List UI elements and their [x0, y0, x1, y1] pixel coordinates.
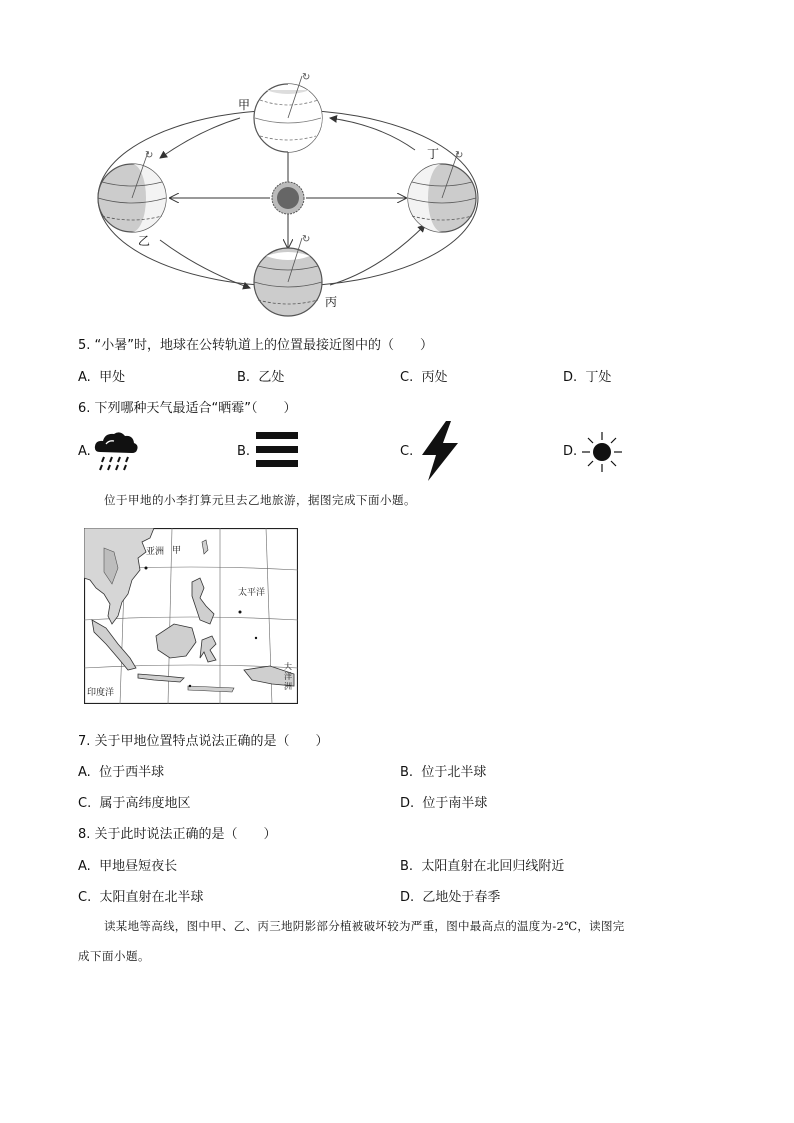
question-6-option-a-letter[interactable]: A.: [78, 444, 91, 459]
question-6-option-d-letter[interactable]: D.: [563, 444, 578, 459]
option-letter: B.: [237, 370, 251, 385]
question-7-stem: 7. 关于甲地位置特点说法正确的是（ ）: [78, 734, 329, 749]
question-5-option-c[interactable]: [400, 366, 448, 385]
option-text: 甲处: [99, 370, 126, 385]
option-text: 位于南半球: [422, 796, 488, 811]
map-label-asia: 亚洲: [146, 547, 165, 557]
option-text: 太阳直射在北半球: [99, 890, 204, 905]
map-label-indian: 印度洋: [87, 688, 115, 698]
map-label-pacific: 太平洋: [238, 588, 266, 598]
option-text: 甲地昼短夜长: [99, 859, 178, 874]
option-letter: C.: [78, 796, 92, 811]
orbit-label-jia: 甲: [238, 98, 251, 112]
question-7-option-b[interactable]: [400, 761, 486, 780]
option-letter: D.: [400, 796, 415, 811]
option-letter: A.: [78, 370, 91, 385]
question-5-option-a[interactable]: [78, 366, 125, 385]
sun-icon: [581, 431, 623, 473]
question-6-option-c-letter[interactable]: C.: [400, 444, 414, 459]
question-6-stem: 6. 下列哪种天气最适合“晒霉”（ ）: [78, 401, 297, 416]
lightning-icon: [418, 421, 462, 483]
option-letter: B.: [400, 765, 414, 780]
earth-yi: [98, 150, 166, 232]
option-text: 太阳直射在北回归线附近: [421, 859, 565, 874]
option-letter: C.: [400, 370, 414, 385]
option-text: 丁处: [585, 370, 612, 385]
svg-text:↻: ↻: [145, 150, 154, 161]
option-text: 属于高纬度地区: [99, 796, 191, 811]
option-text: 乙地处于春季: [422, 890, 501, 905]
intro-paragraph-2-line-2: 成下面小题。: [78, 949, 150, 963]
option-text: 位于北半球: [421, 765, 487, 780]
question-7-option-a[interactable]: [78, 761, 164, 780]
intro-paragraph-2-line-1: 读某地等高线，图中甲、乙、丙三地阴影部分植被破坏较为严重，图中最高点的温度为-2℃，读图完: [104, 919, 625, 933]
southeast-asia-map: [84, 528, 298, 704]
question-5-stem: 5. “小暑”时，地球在公转轨道上的位置最接近图中的（ ）: [78, 338, 434, 353]
earth-orbit-diagram: [90, 70, 490, 320]
option-text: 乙处: [258, 370, 285, 385]
rain-cloud-icon: [92, 426, 140, 474]
earth-ding: [408, 150, 476, 232]
question-5-option-d[interactable]: [563, 366, 611, 385]
sun-icon: [272, 182, 304, 214]
intro-paragraph-1: 位于甲地的小李打算元旦去乙地旅游，据图完成下面小题。: [104, 493, 416, 507]
question-5-option-b[interactable]: [237, 366, 284, 385]
question-8-option-a[interactable]: [78, 855, 177, 874]
map-label-jia: 甲: [172, 546, 182, 556]
question-7-option-d[interactable]: [400, 792, 487, 811]
svg-text:↻: ↻: [302, 72, 311, 83]
orbit-label-yi: 乙: [138, 234, 151, 248]
question-8-stem: 8. 关于此时说法正确的是（ ）: [78, 827, 277, 842]
question-8-option-b[interactable]: [400, 855, 564, 874]
orbit-label-bing: 丙: [325, 295, 338, 309]
option-letter: B.: [400, 859, 414, 874]
option-text: 位于西半球: [99, 765, 165, 780]
question-6-option-b-letter[interactable]: B.: [237, 444, 251, 459]
orbit-label-ding: 丁: [427, 147, 440, 161]
option-letter: D.: [563, 370, 578, 385]
question-8-option-c[interactable]: [78, 886, 204, 905]
earth-jia: [254, 72, 322, 152]
option-text: 丙处: [421, 370, 448, 385]
question-7-option-c[interactable]: [78, 792, 191, 811]
fog-icon: [256, 432, 298, 468]
svg-text:↻: ↻: [455, 150, 464, 161]
option-letter: D.: [400, 890, 415, 905]
option-letter: A.: [78, 765, 91, 780]
option-letter: C.: [78, 890, 92, 905]
question-8-option-d[interactable]: [400, 886, 500, 905]
svg-text:↻: ↻: [302, 234, 311, 245]
map-label-aus: 大洋洲: [284, 662, 292, 691]
option-letter: A.: [78, 859, 91, 874]
